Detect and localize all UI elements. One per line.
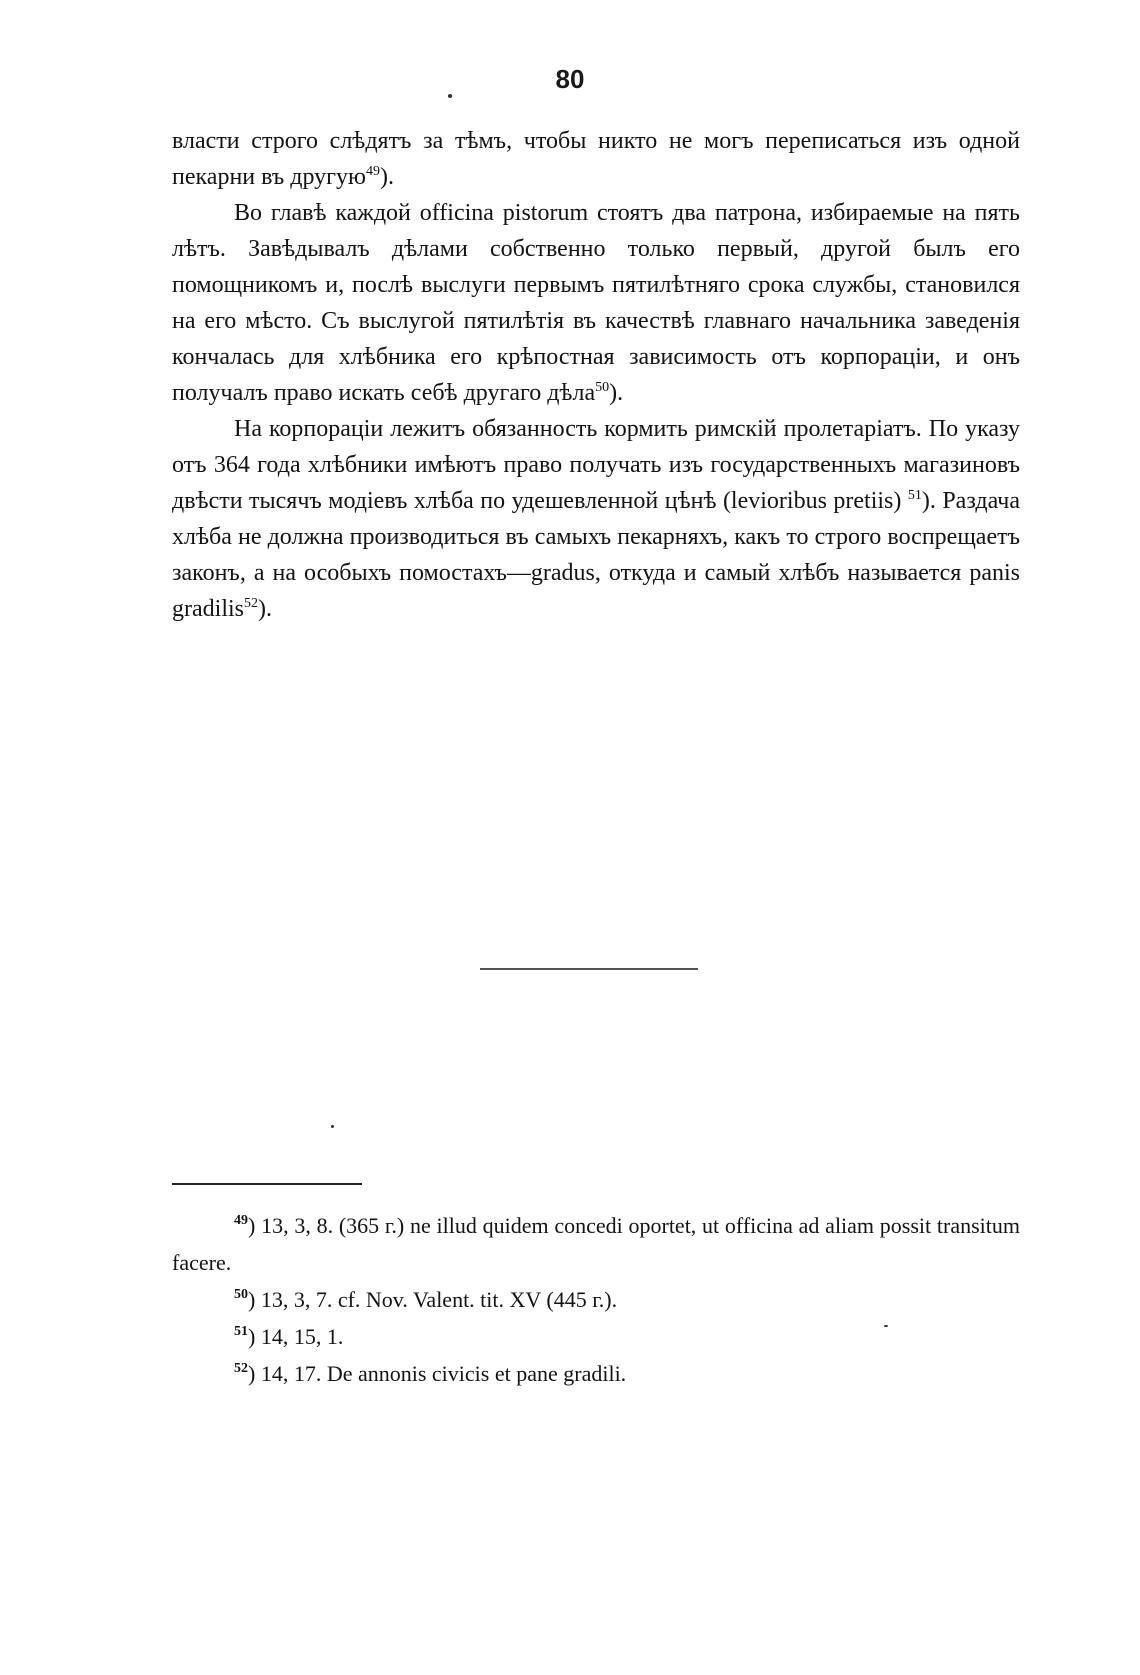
- footnote-text: 14, 17. De annonis civicis et pane gradili.: [260, 1361, 627, 1386]
- footnote-text: 13, 3, 8. (365 г.) ne illud quidem concedi oportet, ut officina ad aliam possit transitum facere.: [172, 1213, 1020, 1275]
- paragraph: [172, 123, 1020, 195]
- scan-speck: [448, 94, 452, 98]
- footnote-paren: ): [248, 1361, 261, 1386]
- footnote-number: 51: [234, 1324, 248, 1339]
- paragraph-text: ).: [379, 164, 394, 190]
- paragraph-text: ).: [258, 596, 272, 622]
- footnote-marker: 49: [365, 164, 380, 179]
- body-text: [172, 123, 1020, 627]
- paragraph-text: ). Раздача хлѣба не должна производиться въ самыхъ пекарняхъ, какъ то строго воспрещаетъ законъ, а на особыхъ помостахъ—gradus, откуда и самый хлѣбъ называется panis gradilis: [172, 488, 1020, 622]
- scan-speck: [331, 1125, 334, 1128]
- footnote-marker: 52: [244, 596, 258, 611]
- paragraph-text: ).: [609, 380, 624, 406]
- paragraph-text: Во главѣ каждой officina pistorum стоятъ два патрона, избираемые на пять лѣтъ. Завѣдывалъ дѣлами собственно только первый, другой былъ его помощникомъ и, послѣ выслуги первымъ пятилѣтняго срока службы, становился на его мѣсто. Съ выслугой пятилѣтія въ качествѣ главнаго начальника заведенія кончалась для хлѣбника его крѣпостная зависимость отъ корпораціи, и онъ получалъ право искать себѣ другаго дѣла: [172, 200, 1020, 406]
- footnote-paren: ): [248, 1324, 261, 1349]
- footnote-number: 50: [234, 1287, 248, 1302]
- footnote-paren: ): [248, 1287, 261, 1312]
- paragraph: [172, 195, 1020, 411]
- page-number: 80: [555, 64, 585, 94]
- footnote-number: 52: [234, 1361, 248, 1376]
- paragraph-text: власти строго слѣдятъ за тѣмъ, чтобы никто не могъ переписаться изъ одной пекарни въ другую: [172, 128, 1020, 190]
- footnotes: [172, 1207, 1020, 1392]
- footnote-text: 14, 15, 1.: [260, 1324, 344, 1349]
- footnote-item: [172, 1207, 1020, 1281]
- footnote-item: [172, 1355, 1020, 1392]
- paragraph-text: На корпораціи лежитъ обязанность кормить римскій пролетаріатъ. По указу отъ 364 года хлѣбники имѣютъ право получать изъ государственныхъ магазиновъ двѣсти тысячъ модіевъ хлѣба по удешевленной цѣнѣ (leviorіbus pretiis): [172, 416, 1020, 514]
- footnote-paren: ): [248, 1213, 262, 1238]
- footnote-number: 49: [234, 1213, 248, 1228]
- footnote-marker: 51: [907, 488, 922, 503]
- paragraph: [172, 411, 1020, 627]
- footnote-text: 13, 3, 7. cf. Nov. Valent. tit. XV (445 г.).: [260, 1287, 618, 1312]
- scan-speck: [884, 1325, 888, 1327]
- footnote-rule: [172, 1183, 362, 1185]
- footnote-item: [172, 1281, 1020, 1318]
- footnote-marker: 50: [595, 380, 610, 395]
- footnote-item: [172, 1318, 1020, 1355]
- section-divider: [480, 968, 698, 970]
